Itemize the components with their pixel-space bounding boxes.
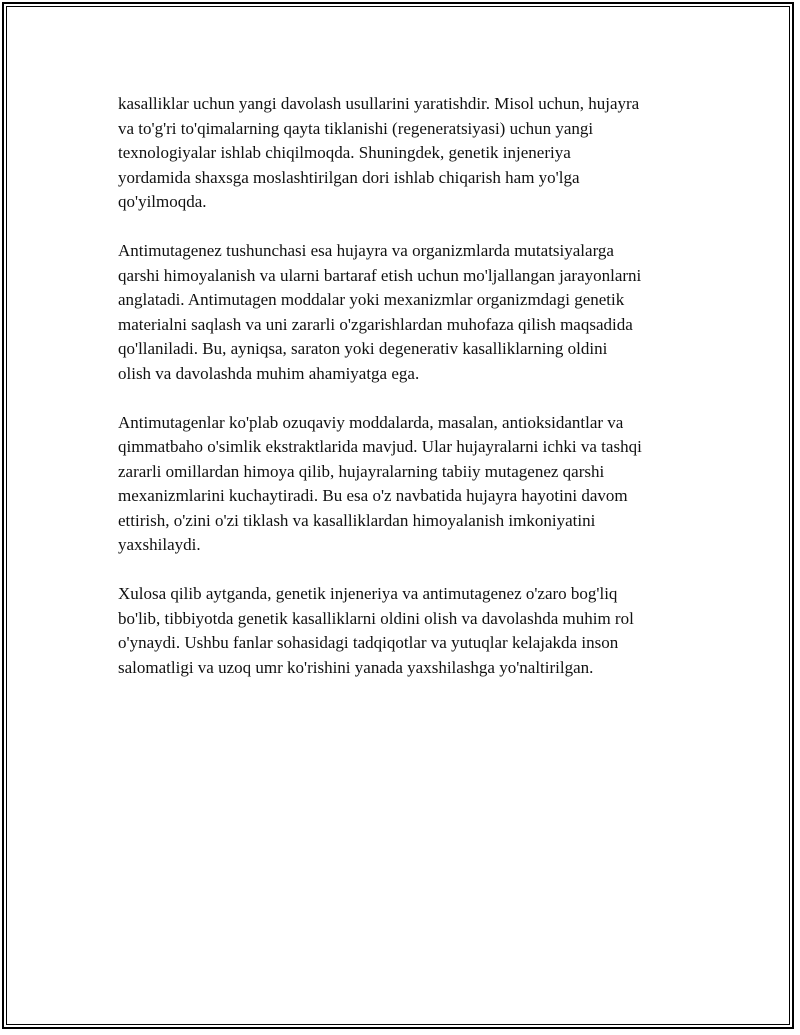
paragraph-4 xyxy=(118,582,708,680)
text-line: Antimutagenez tushunchasi esa hujayra va organizmlarda mutatsiyalarga xyxy=(118,241,614,260)
text-line: qo'llaniladi. Bu, ayniqsa, saraton yoki degenerativ kasalliklarning oldini xyxy=(118,339,608,358)
text-line: qarshi himoyalanish va ularni bartaraf etish uchun mo'ljallangan jarayonlarni xyxy=(118,265,642,285)
text-line: salomatligi va uzoq umr ko'rishini yanada yaxshilashga yo'naltirilgan. xyxy=(118,657,594,677)
text-line: qimmatbaho o'simlik ekstraktlarida mavjud. Ular hujayralarni ichki va tashqi xyxy=(118,437,642,456)
text-line: Xulosa qilib aytganda, genetik injeneriya va antimutagenez o'zaro bog'liq xyxy=(118,584,618,603)
paragraph-2 xyxy=(118,239,708,386)
text-line: kasalliklar uchun yangi davolash usullarini yaratishdir. Misol uchun, hujayra xyxy=(118,94,640,113)
document-body xyxy=(118,92,708,705)
text-line: bo'lib, tibbiyotda genetik kasalliklarni oldini olish va davolashda muhim rol xyxy=(118,608,634,628)
text-line: mexanizmlarini kuchaytiradi. Bu esa o'z navbatida hujayra hayotini davom xyxy=(118,486,628,505)
text-line: qo'yilmoqda. xyxy=(118,192,207,211)
text-line: yaxshilaydi. xyxy=(118,535,201,554)
text-line: texnologiyalar ishlab chiqilmoqda. Shuningdek, genetik injeneriya xyxy=(118,143,571,162)
text-line: olish va davolashda muhim ahamiyatga ega. xyxy=(118,363,420,383)
text-line: Antimutagenlar ko'plab ozuqaviy moddalarda, masalan, antioksidantlar va xyxy=(118,412,624,432)
text-line: anglatadi. Antimutagen moddalar yoki mexanizmlar organizmdagi genetik xyxy=(118,290,625,309)
paragraph-1 xyxy=(118,92,708,215)
text-line: materialni saqlash va uni zararli o'zgarishlardan muhofaza qilish maqsadida xyxy=(118,314,633,334)
text-line: o'ynaydi. Ushbu fanlar sohasidagi tadqiqotlar va yutuqlar kelajakda inson xyxy=(118,633,619,652)
text-line: zararli omillardan himoya qilib, hujayralarning tabiiy mutagenez qarshi xyxy=(118,461,605,481)
text-line: va to'g'ri to'qimalarning qayta tiklanishi (regeneratsiyasi) uchun yangi xyxy=(118,118,594,138)
paragraph-3 xyxy=(118,411,708,558)
text-line: yordamida shaxsga moslashtirilgan dori ishlab chiqarish ham yo'lga xyxy=(118,167,580,187)
text-line: ettirish, o'zini o'zi tiklash va kasalliklardan himoyalanish imkoniyatini xyxy=(118,510,596,530)
